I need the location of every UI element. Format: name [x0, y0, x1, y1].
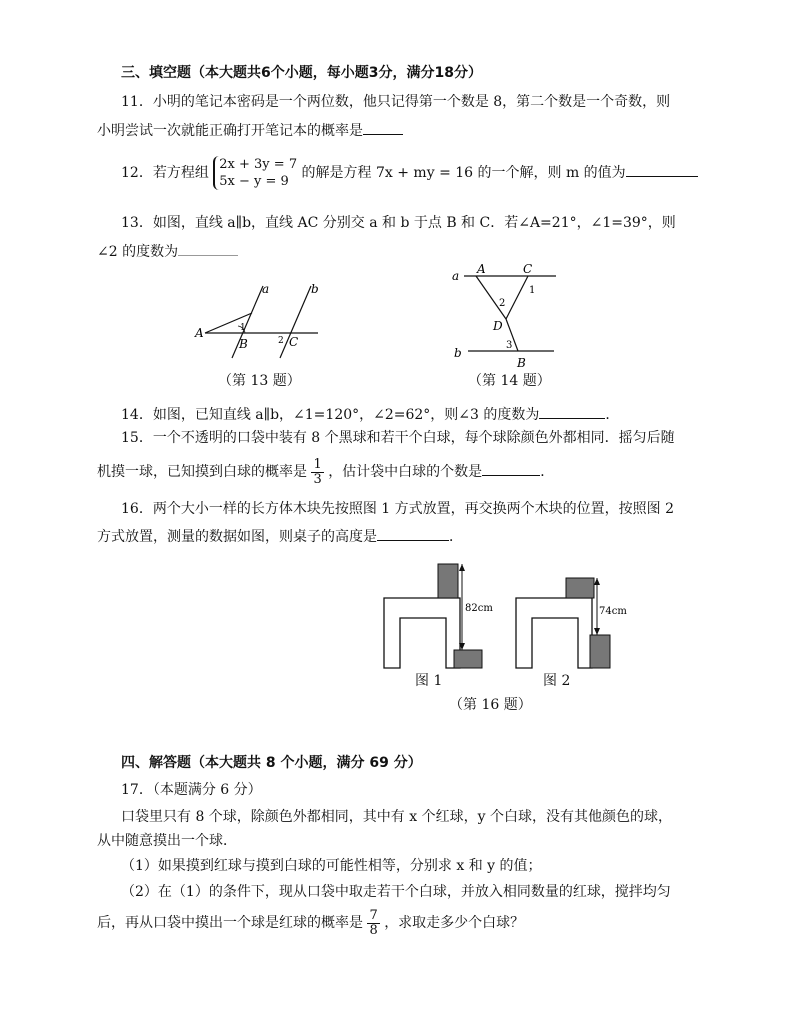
q15-text-b: ，估计袋中白球的个数是 [328, 464, 483, 480]
fig13-label-a: a [262, 282, 270, 296]
fig16-table-2 [516, 598, 592, 668]
q16-text: 方式放置，测量的数据如图，则桌子的高度是 [97, 529, 377, 545]
q16-line1: 16．两个大小一样的长方体木块先按照图 1 方式放置，再交换两个木块的位置，按照图 2 [121, 501, 674, 517]
q17-p2: 从中随意摸出一个球． [97, 833, 237, 849]
fig16-fig1-top-block [438, 564, 458, 598]
fig13-label-b: b [311, 282, 319, 296]
fig16-fig1-floor-block [454, 650, 482, 668]
q13-line1: 13．如图，直线 a∥b，直线 AC 分别交 a 和 b 于点 B 和 C．若∠A=21°，∠1=39°，则 [121, 215, 676, 231]
q15-line2 [97, 456, 554, 488]
q17-p4: （2）在（1）的条件下，现从口袋中取走若干个白球，并放入相同数量的红球，搅拌均匀 [121, 884, 671, 900]
q12-prefix: 12．若方程组 [121, 165, 209, 181]
q17-frac-den: 8 [369, 922, 378, 938]
q12-suffix: 的解是方程 7x + my = 16 的一个解，则 m 的值为 [301, 165, 626, 181]
fig14-label-a: a [452, 269, 460, 283]
q15-fraction [311, 458, 323, 487]
q17-p1: 口袋里只有 8 个球，除颜色外都相同，其中有 x 个红球，y 个白球，没有其他颜色的球， [121, 809, 672, 825]
q15-frac-den: 3 [313, 471, 322, 487]
q16-end: ． [449, 529, 463, 545]
section-3-heading: 三、填空题（本大题共6个小题，每小题3分，满分18分） [121, 65, 482, 81]
fig16-fig1-measure: 82cm [465, 603, 493, 614]
fig14-label-A: A [477, 262, 486, 276]
q17-p3: （1）如果摸到红球与摸到白球的可能性相等，分别求 x 和 y 的值； [121, 858, 542, 874]
fig16-fig2-measure: 74cm [599, 606, 627, 617]
q15-answer-blank [482, 461, 540, 476]
fig13-label-A: A [195, 326, 204, 340]
fig13-label-C: C [289, 335, 299, 349]
fig16-label-2: 图 2 [543, 673, 571, 689]
q12-equation-system [213, 156, 297, 190]
q13-text: ∠2 的度数为 [97, 244, 179, 260]
fig16-caption: （第 16 题） [449, 697, 532, 713]
q14-line [121, 404, 619, 424]
q17-p5-text-a: 后，再从口袋中摸出一个球是红球的概率是 [97, 915, 363, 931]
q17-frac-num: 7 [369, 907, 378, 923]
fig16-table-1 [384, 598, 460, 668]
fig16-fig2-arrow-bottom [594, 628, 600, 635]
fig13-label-1: 1 [240, 323, 246, 333]
q12-answer-blank [626, 162, 698, 177]
q16-line2 [97, 526, 463, 546]
q15-text-a: 机摸一球，已知摸到白球的概率是 [97, 464, 307, 480]
fig14-label-1: 1 [529, 285, 536, 296]
q11-line2 [97, 120, 403, 140]
fig16-fig2-top-block [566, 578, 594, 598]
q12-eq2: 5x − y = 9 [219, 174, 289, 189]
fig14-label-B: B [517, 356, 526, 370]
q17-fraction [367, 909, 379, 938]
q12-eq1: 2x + 3y = 7 [219, 157, 298, 172]
fig14-label-D: D [493, 319, 503, 333]
fig13-caption: （第 13 题） [218, 373, 301, 389]
fig16-fig2-arrow-top [594, 578, 600, 585]
q12-line [121, 156, 698, 190]
q15-frac-num: 1 [313, 456, 322, 472]
fig13-label-2: 2 [278, 336, 284, 346]
fig16-fig2-floor-block [590, 635, 610, 668]
fig14-caption: （第 14 题） [468, 373, 551, 389]
q17-title: 17．（本题满分 6 分） [121, 782, 262, 798]
q17-p5-text-b: ，求取走多少个白球？ [384, 915, 525, 931]
fig14-label-b: b [454, 346, 462, 360]
q14-end: ． [605, 407, 620, 423]
section-4-heading: 四、解答题（本大题共 8 个小题，满分 69 分） [121, 755, 422, 771]
fig16-fig1-arrow-top [459, 564, 465, 571]
fig14-label-2: 2 [499, 298, 506, 309]
figure-14 [446, 262, 570, 370]
q11-text: 小明尝试一次就能正确打开笔记本的概率是 [97, 123, 363, 139]
q14-text: 14．如图，已知直线 a∥b，∠1=120°，∠2=62°，则∠3 的度数为 [121, 407, 540, 423]
q11-line1: 11．小明的笔记本密码是一个两位数，他只记得第一个数是 8，第二个数是一个奇数，则 [121, 94, 671, 110]
q13-line2 [97, 241, 238, 261]
figure-13 [190, 278, 330, 366]
fig14-label-3: 3 [506, 340, 513, 351]
q15-end: ． [540, 464, 555, 480]
q17-p5 [97, 905, 524, 941]
q16-answer-blank [377, 526, 449, 541]
figure-16 [380, 560, 640, 690]
fig14-label-C: C [523, 262, 533, 276]
fig16-label-1: 图 1 [415, 673, 443, 689]
q14-answer-blank [539, 404, 605, 419]
q11-answer-blank [363, 120, 403, 135]
q13-answer-blank [178, 241, 238, 256]
fig14-seg-cd [506, 276, 528, 319]
fig13-label-B: B [239, 337, 248, 351]
q15-line1: 15．一个不透明的口袋中装有 8 个黑球和若干个白球，每个球除颜色外都相同．摇匀后随 [121, 430, 675, 446]
